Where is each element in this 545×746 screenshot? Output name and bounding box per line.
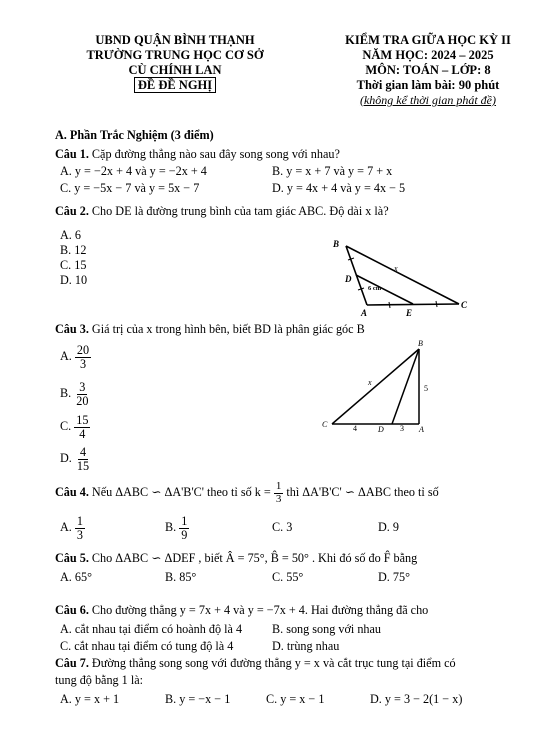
question-2: Câu 2. Cho DE là đường trung bình của tam giác ABC. Độ dài x là?	[55, 204, 389, 218]
q7-option-b: B. y = −x − 1	[165, 692, 231, 706]
q2-label-b: B	[333, 239, 340, 249]
q7-option-c: C. y = x − 1	[266, 692, 325, 706]
q7-option-a: A. y = x + 1	[60, 692, 120, 706]
q1-option-c: C. y = −5x − 7 và y = 5x − 7	[60, 181, 200, 195]
q2-option-b: B. 12	[60, 243, 87, 257]
q4-option-a: A. $\frac{1}{3}$	[60, 514, 83, 542]
q3-label-b: B	[418, 339, 423, 348]
q5-option-b: B. 85°	[165, 570, 197, 584]
q4-option-d: D. 9	[378, 520, 399, 534]
q3-option-b: B. $\frac{3}{20}$	[60, 380, 89, 408]
question-4: Câu 4. Nếu ΔABC ∽ ΔA'B'C' theo tỉ số k = $\frac{1}{3}$ thì ΔA'B'C' ∽ ΔABC theo tỉ số	[55, 480, 439, 505]
district-name: UBND QUẬN BÌNH THẠNH	[95, 33, 255, 47]
q2-triangle-figure	[325, 232, 470, 317]
section-title: A. Phần Trắc Nghiệm (3 điểm)	[55, 128, 214, 142]
q2-label-length: 6 cm	[368, 285, 382, 292]
school-name: CÙ CHÍNH LAN	[128, 63, 222, 77]
q3-option-d: D. $\frac{4}{15}$	[60, 445, 90, 473]
q2-label-e: E	[406, 308, 413, 317]
proposed-exam-label: ĐỀ ĐỀ NGHỊ	[70, 78, 280, 93]
q1-option-b: B. y = x + 7 và y = 7 + x	[272, 164, 393, 178]
q6-option-c: C. cắt nhau tại điểm có tung độ là 4	[60, 639, 234, 653]
q5-option-a: A. 65°	[60, 570, 92, 584]
q3-label-5: 5	[424, 384, 428, 393]
question-7-continued: tung độ bằng 1 là:	[55, 673, 144, 687]
q2-label-a: A	[361, 308, 368, 317]
q3-triangle-figure	[315, 336, 440, 436]
q2-option-a: A. 6	[60, 228, 81, 242]
q1-option-a: A. y = −2x + 4 và y = −2x + 4	[60, 164, 207, 178]
q3-label-3: 3	[400, 424, 404, 433]
question-3: Câu 3. Giá trị của x trong hình bên, biết BD là phân giác góc B	[55, 322, 365, 336]
q3-option-c: C. $\frac{15}{4}$	[60, 413, 89, 441]
q1-option-d: D. y = 4x + 4 và y = 4x − 5	[272, 181, 406, 195]
school-year: NĂM HỌC: 2024 – 2025	[362, 48, 494, 62]
question-6: Câu 6. Cho đường thẳng y = 7x + 4 và y = −7x + 4. Hai đường thẳng đã cho	[55, 603, 429, 617]
q6-option-d: D. trùng nhau	[272, 639, 340, 653]
q6-option-a: A. cắt nhau tại điểm có hoành độ là 4	[60, 622, 243, 636]
q5-option-d: D. 75°	[378, 570, 410, 584]
q6-option-b: B. song song với nhau	[272, 622, 382, 636]
q5-option-c: C. 55°	[272, 570, 304, 584]
q2-label-x: x	[394, 264, 398, 273]
q3-label-c: C	[322, 420, 328, 429]
q3-label-a: A	[419, 425, 424, 434]
exam-title: KIỂM TRA GIỮA HỌC KỲ II	[345, 33, 511, 47]
q2-label-d: D	[345, 274, 352, 284]
q2-label-c: C	[461, 300, 468, 310]
q3-label-x: x	[368, 378, 372, 387]
q3-label-4: 4	[353, 424, 357, 433]
school-type: TRƯỜNG TRUNG HỌC CƠ SỞ	[86, 48, 264, 62]
q4-option-b: B. $\frac{1}{9}$	[165, 514, 188, 542]
question-5: Câu 5. Cho ΔABC ∽ ΔDEF , biết Â = 75°, B̂ = 50° . Khi đó số đo F̂ bằng	[55, 551, 418, 565]
q2-option-c: C. 15	[60, 258, 87, 272]
subject: MÔN: TOÁN – LỚP: 8	[365, 63, 491, 77]
q2-option-d: D. 10	[60, 273, 88, 287]
question-7: Câu 7. Đường thẳng song song với đường thẳng y = x và cắt trục tung tại điểm có	[55, 656, 456, 670]
duration-note: (không kể thời gian phát đề)	[359, 93, 497, 107]
q3-option-a: A. $\frac{20}{3}$	[60, 343, 90, 371]
q7-option-d: D. y = 3 − 2(1 − x)	[370, 692, 463, 706]
duration: Thời gian làm bài: 90 phút	[356, 78, 500, 92]
q4-option-c: C. 3	[272, 520, 293, 534]
q3-label-d: D	[378, 425, 384, 434]
question-1: Câu 1. Cặp đường thẳng nào sau đây song song với nhau?	[55, 147, 340, 161]
